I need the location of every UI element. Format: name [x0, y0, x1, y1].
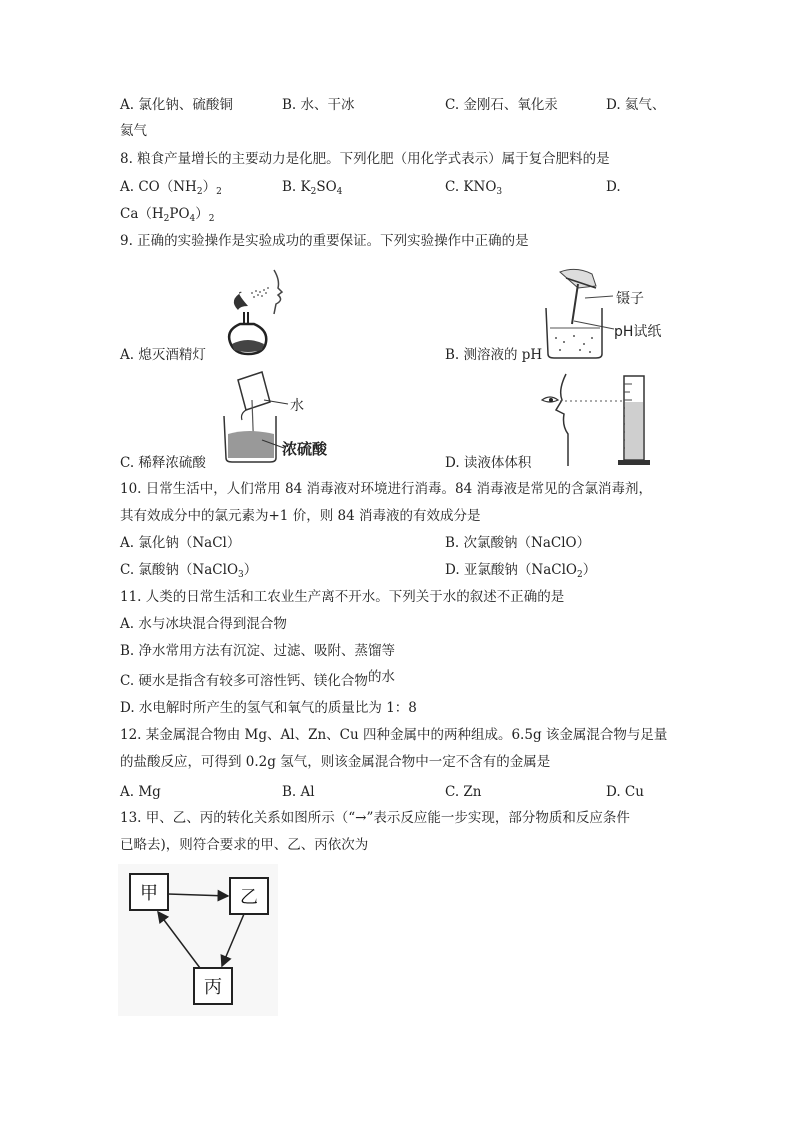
q11-stem: 11. 人类的日常生活和工农业生产离不开水。下列关于水的叙述不正确的是 — [120, 589, 565, 605]
tweezers-label: 镊子 — [616, 291, 644, 307]
ph-paper-label: pH试纸 — [614, 324, 662, 340]
q11-option-d: D. 水电解时所产生的氢气和氧气的质量比为 1：8 — [120, 700, 417, 716]
q9-option-a: A. 熄灭酒精灯 — [120, 347, 206, 363]
bing-label: 丙 — [204, 977, 222, 998]
q7-option-a: A. 氯化钠、硫酸铜 — [120, 97, 233, 113]
q9-stem: 9. 正确的实验操作是实验成功的重要保证。下列实验操作中正确的是 — [120, 233, 529, 249]
q7-option-d-cont: 氦气 — [120, 123, 147, 139]
acid-label: 浓硫酸 — [282, 440, 328, 458]
ph-test-figure — [540, 266, 666, 362]
water-label: 水 — [290, 398, 304, 414]
q10-option-b: B. 次氯酸钠（NaClO） — [445, 535, 591, 551]
q7-option-c: C. 金刚石、氧化汞 — [445, 97, 558, 113]
q8-option-d: D. — [606, 179, 621, 195]
q10-stem-line2: 其有效成分中的氯元素为+1 价，则 84 消毒液的有效成分是 — [120, 508, 481, 524]
q12-stem-line1: 12. 某金属混合物由 Mg、Al、Zn、Cu 四种金属中的两种组成。6.5g 该金属混合物与足量 — [120, 727, 668, 743]
q11-option-c-tail: 的水 — [367, 669, 395, 685]
q8-option-a: A. $CO(NH_2)_2$ — [120, 179, 222, 197]
transformation-diagram — [118, 864, 278, 1016]
q7-option-d: D. 氦气、 — [606, 97, 666, 113]
q12-option-a: A. Mg — [120, 784, 161, 800]
q10-option-c: C. 氯酸钠（NaClO$_3$） — [120, 562, 258, 580]
dilute-acid-figure — [218, 370, 338, 466]
q11-option-c: C. 硬水是指含有较多可溶性钙、镁化合物的水 — [120, 669, 395, 689]
q13-stem-line2: 已略去)，则符合要求的甲、乙、丙依次为 — [120, 837, 369, 853]
q9-option-d: D. 读液体体积 — [445, 455, 532, 471]
q8-option-b: B. $K_2SO_4$ — [282, 179, 343, 197]
alcohol-lamp-figure — [218, 262, 318, 358]
q8-stem: 8. 粮食产量增长的主要动力是化肥。下列化肥（用化学式表示）属于复合肥料的是 — [120, 151, 610, 167]
q10-option-d: D. 亚氯酸钠（NaClO$_2$） — [445, 562, 597, 580]
q9-option-b: B. 测溶液的 pH — [445, 347, 543, 363]
jia-label: 甲 — [140, 883, 158, 904]
q12-option-d: D. Cu — [606, 784, 644, 800]
q13-stem-line1: 13. 甲、乙、丙的转化关系如图所示（“→”表示反应能一步实现，部分物质和反应条件 — [120, 810, 630, 826]
yi-label: 乙 — [240, 887, 258, 908]
q8-option-d-cont: $Ca(H_2PO_4)_2$ — [120, 206, 215, 224]
q7-option-b: B. 水、干冰 — [282, 97, 355, 113]
q12-option-b: B. Al — [282, 784, 315, 800]
q8-option-c: C. $KNO_3$ — [445, 179, 503, 197]
q10-stem-line1: 10. 日常生活中，人们常用 84 消毒液对环境进行消毒。84 消毒液是常见的含氯消毒剂， — [120, 481, 652, 497]
q12-stem-line2: 的盐酸反应，可得到 0.2g 氢气，则该金属混合物中一定不含有的金属是 — [120, 754, 551, 770]
read-volume-figure — [538, 370, 660, 468]
q12-option-c: C. Zn — [445, 784, 482, 800]
q11-option-a: A. 水与冰块混合得到混合物 — [120, 616, 287, 632]
q10-option-a: A. 氯化钠（NaCl） — [120, 535, 241, 551]
q9-option-c: C. 稀释浓硫酸 — [120, 455, 206, 471]
q11-option-b: B. 净水常用方法有沉淀、过滤、吸附、蒸馏等 — [120, 643, 396, 659]
